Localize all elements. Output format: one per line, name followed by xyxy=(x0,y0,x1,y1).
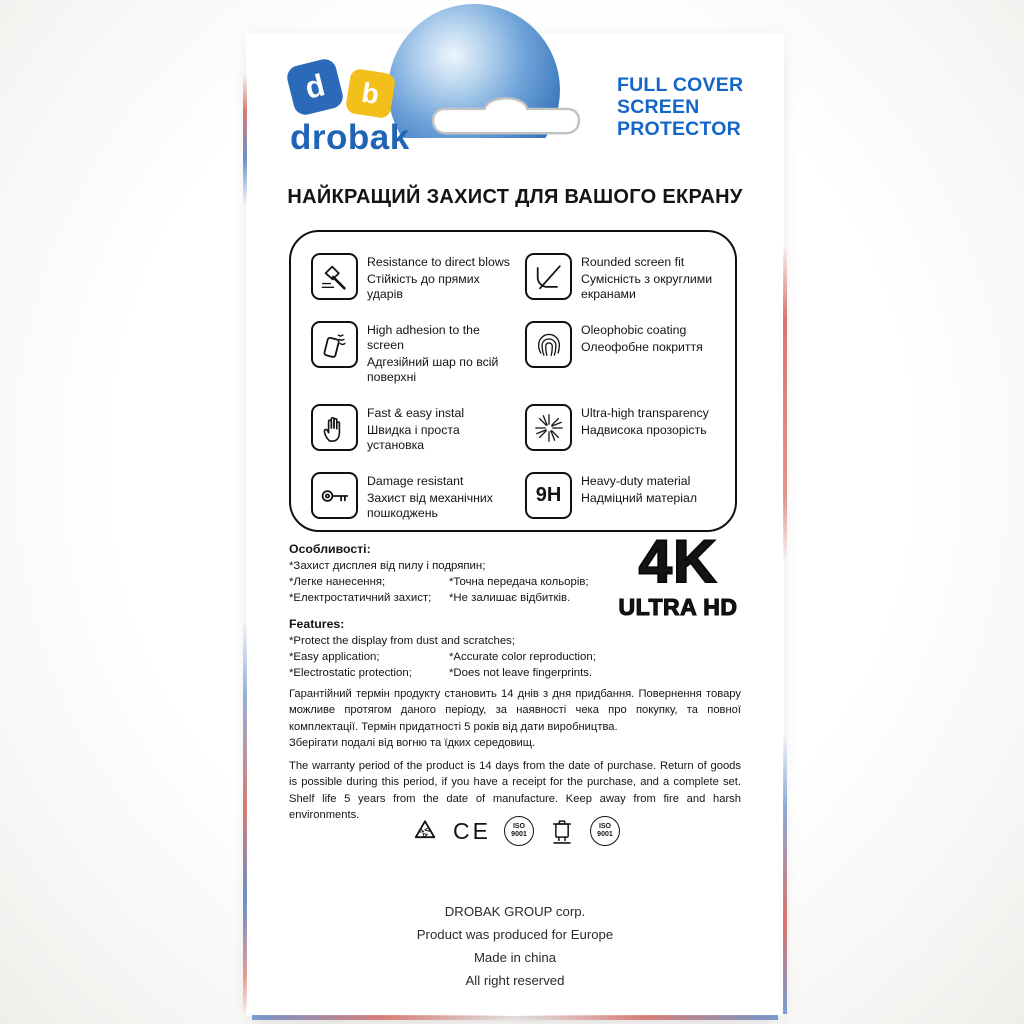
4k-ultra-hd-badge xyxy=(598,528,758,621)
warranty-text-en xyxy=(289,758,741,824)
feature-title: Rounded screen fit xyxy=(581,255,685,269)
feature-title: Fast & easy instal xyxy=(367,406,465,420)
highlight-line: *Електростатичний захист; xyxy=(289,592,432,604)
sparkle-icon xyxy=(525,404,572,451)
iso-9001-badge xyxy=(504,816,534,846)
product-type-line: SCREEN xyxy=(617,96,700,118)
right-card-edge xyxy=(783,74,787,1014)
package-back-panel xyxy=(246,34,784,1016)
recycle-icon xyxy=(410,816,440,846)
highlights-en xyxy=(289,616,619,681)
brand-logo xyxy=(288,60,428,200)
made-in: Made in china xyxy=(473,950,557,965)
hammer-icon xyxy=(311,253,358,300)
highlight-line: *Electrostatic protection; xyxy=(289,667,412,679)
brand-name: drobak xyxy=(290,118,410,157)
warranty-ua-p1: Гарантійний термін продукту становить 14 днів з дня придбання. Повернення товару можливе протягом даного періоду, за наявності чека про покупку, та повної комплектації. Термін придатності 5 років від дати виробництва. xyxy=(289,688,741,733)
highlight-line: *Accurate color reproduction; xyxy=(449,651,596,663)
iso-label: ISO xyxy=(512,823,525,830)
highlight-line: *Точна передача кольорів; xyxy=(449,576,589,588)
fingerprint-icon xyxy=(525,321,572,368)
feature-title: Resistance to direct blows xyxy=(367,255,510,269)
certification-marks xyxy=(246,816,784,846)
logo-mark-left: d xyxy=(301,67,329,106)
feature-subtitle: Надміцний матеріал xyxy=(581,491,698,505)
product-type-line: FULL COVER xyxy=(617,74,744,96)
feature-title: Heavy-duty material xyxy=(581,474,691,488)
weee-bin-icon xyxy=(547,816,577,846)
feature-item-transparency xyxy=(525,404,731,453)
iso-number: 9001 xyxy=(597,831,613,838)
highlight-line: *Легке нанесення; xyxy=(289,576,386,588)
highlights-en-title: Features: xyxy=(289,617,345,631)
feature-subtitle: Надвисока прозорість xyxy=(581,423,707,437)
feature-subtitle: Адгезійний шар по всій поверхні xyxy=(367,355,499,384)
highlight-line: *Protect the display from dust and scratches; xyxy=(289,635,516,647)
feature-subtitle: Швидка і проста установка xyxy=(367,423,460,452)
iso-number: 9001 xyxy=(511,831,527,838)
warranty-ua-p2: Зберігати подалі від вогню та їдких середовищ. xyxy=(289,737,536,750)
hand-icon xyxy=(311,404,358,451)
9h-hardness-icon xyxy=(525,472,572,519)
feature-item-damage-resistant xyxy=(311,472,517,521)
highlight-line: *Easy application; xyxy=(289,651,380,663)
feature-title: Damage resistant xyxy=(367,474,464,488)
feature-subtitle: Стійкість до прямих ударів xyxy=(367,272,480,301)
feature-title: High adhesion to the screen xyxy=(367,323,480,352)
feature-item-rounded-fit xyxy=(525,253,731,302)
ultra-hd-label: ULTRA HD xyxy=(618,594,738,620)
bottom-card-edge xyxy=(252,1015,778,1020)
9h-label: 9H xyxy=(535,484,562,506)
highlights-ua xyxy=(289,541,619,606)
iso-label: ISO xyxy=(598,823,611,830)
logo-mark-right: b xyxy=(359,76,382,110)
highlights-ua-title: Особливості: xyxy=(289,542,371,556)
hang-hole-cutout xyxy=(430,86,582,149)
feature-item-resistance xyxy=(311,253,517,302)
key-icon xyxy=(311,472,358,519)
product-type-line: PROTECTOR xyxy=(617,118,741,140)
feature-subtitle: Захист від механічних пошкоджень xyxy=(367,491,493,520)
warranty-text-ua xyxy=(289,686,741,752)
rights-reserved: All right reserved xyxy=(465,973,565,988)
highlight-line: *Захист дисплея від пилу і подряпин; xyxy=(289,560,486,572)
features-grid xyxy=(289,230,737,532)
feature-item-heavy-duty xyxy=(525,472,731,521)
feature-item-easy-install xyxy=(311,404,517,453)
rounded-corner-icon xyxy=(525,253,572,300)
left-card-edge xyxy=(243,74,247,1014)
feature-subtitle: Олеофобне покриття xyxy=(581,340,703,354)
warranty-en-p1: The warranty period of the product is 14 days from the date of purchase. Return of goods is possible during this period, if you have a receipt for the purchase, and a complete set. Shelf life 5 years from the date of manufacture. Keep away from fire and harsh environments. xyxy=(289,760,741,822)
logo-blue-square xyxy=(285,57,346,118)
feature-subtitle: Сумісність з округлими екранами xyxy=(581,272,713,301)
4k-label: 4K xyxy=(638,528,718,595)
product-type-title xyxy=(617,74,743,140)
produced-for: Product was produced for Europe xyxy=(416,927,614,942)
ce-mark: CE xyxy=(453,817,491,844)
feature-title: Oleophobic coating xyxy=(581,323,687,337)
company-name: DROBAK GROUP corp. xyxy=(444,904,586,919)
feature-title: Ultra-high transparency xyxy=(581,406,709,420)
adhesive-layer-icon xyxy=(311,321,358,368)
feature-item-adhesion xyxy=(311,321,517,385)
manufacturer-info xyxy=(246,900,784,992)
feature-item-oleophobic xyxy=(525,321,731,385)
iso-9001-badge xyxy=(590,816,620,846)
tagline: НАЙКРАЩИЙ ЗАХИСТ ДЛЯ ВАШОГО ЕКРАНУ xyxy=(287,186,743,208)
highlight-line: *Does not leave fingerprints. xyxy=(449,667,593,679)
logo-yellow-square xyxy=(345,68,396,119)
highlight-line: *Не залишає відбитків. xyxy=(449,592,571,604)
